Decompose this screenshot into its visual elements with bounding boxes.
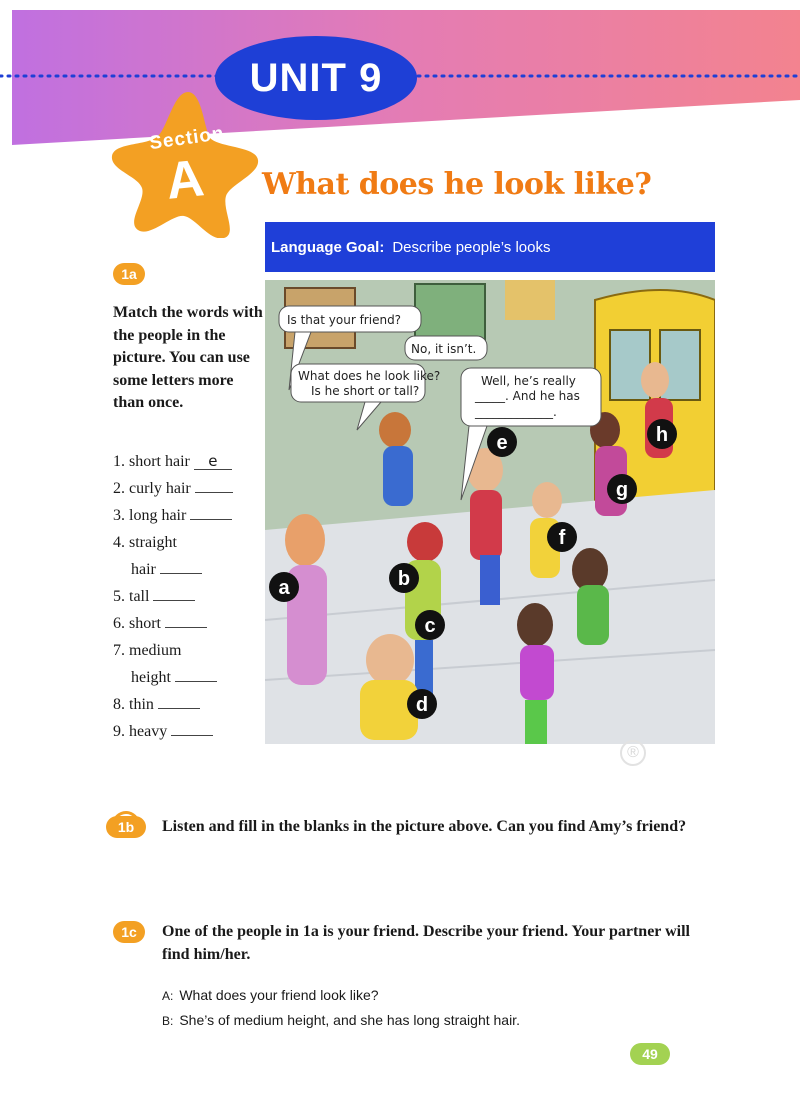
section-letter: A — [163, 149, 207, 211]
activity-1b-label: 1b — [117, 819, 135, 835]
activity-1a-instructions: Match the words with the people in the picture. You can use some letters more than once. — [113, 304, 263, 411]
section-star — [110, 88, 260, 238]
list-item: 1. short hair e — [113, 448, 253, 475]
bubble-line-4: Is he short or tall? — [311, 384, 420, 398]
answer-blank[interactable] — [160, 556, 202, 574]
list-item-continued: hair — [113, 556, 253, 583]
speaker-label: A: — [162, 989, 174, 1003]
activity-1b-instructions: Listen and fill in the blanks in the picture above. Can you find Amy’s friend? — [162, 818, 687, 835]
person-label-g — [607, 474, 637, 504]
street-scene-illustration — [265, 280, 715, 744]
answer-blank[interactable] — [158, 691, 200, 709]
unit-title: UNIT 9 — [249, 55, 383, 100]
list-item: 8. thin — [113, 691, 253, 718]
person-label-d — [407, 689, 437, 719]
answer-blank[interactable] — [195, 475, 233, 493]
registered-mark-icon: ® — [620, 740, 646, 766]
language-goal-bar — [265, 222, 715, 272]
language-goal-text: Describe people’s looks — [392, 238, 551, 256]
list-item: 2. curly hair — [113, 475, 253, 502]
headphones-icon — [112, 811, 140, 825]
list-item: 3. long hair — [113, 502, 253, 529]
speech-bubble-2 — [405, 336, 487, 360]
svg-text:d: d — [415, 694, 429, 716]
bubble-line-3: What does he look like? — [298, 369, 441, 383]
svg-text:g: g — [615, 479, 629, 501]
bubble-line-7: _____________. — [475, 405, 557, 419]
bubble-line-6: _____. And he has — [475, 389, 580, 403]
person-label-b — [389, 563, 419, 593]
activity-1a-badge: 1a — [113, 263, 145, 285]
bubble-line-1: Is that your friend? — [287, 313, 402, 327]
person-label-a — [269, 572, 299, 602]
list-item: 5. tall — [113, 583, 253, 610]
activity-1c-badge: 1c — [113, 921, 145, 943]
svg-text:f: f — [558, 527, 566, 549]
activity-1c-instructions: One of the people in 1a is your friend. Describe your friend. Your partner will find him/her. — [162, 923, 690, 963]
dialogue-line: B: She’s of medium height, and she has long straight hair. — [162, 1012, 520, 1028]
list-item: 6. short — [113, 610, 253, 637]
list-item-continued: height — [113, 664, 253, 691]
person-label-c — [415, 610, 445, 640]
word-list — [113, 448, 253, 745]
svg-text:e: e — [496, 432, 508, 454]
answer-blank[interactable] — [153, 583, 195, 601]
list-item: 4. straight — [113, 534, 177, 551]
dialogue — [162, 983, 520, 1033]
person-label-e — [487, 427, 517, 457]
page-title: What does he look like? — [262, 167, 652, 202]
bubble-line-5: Well, he’s really — [481, 374, 576, 388]
answer-blank[interactable] — [175, 664, 217, 682]
dialogue-line: A: What does your friend look like? — [162, 987, 379, 1003]
activity-1b-badge — [106, 816, 146, 838]
list-item: 9. heavy — [113, 718, 253, 745]
person-label-f — [547, 522, 577, 552]
page-number: 49 — [630, 1043, 670, 1065]
answer-blank[interactable]: e — [194, 452, 232, 470]
svg-text:c: c — [424, 615, 436, 637]
speaker-label: B: — [162, 1014, 174, 1028]
svg-text:h: h — [655, 424, 669, 446]
language-goal-label: Language Goal: — [271, 238, 385, 256]
answer-blank[interactable] — [190, 502, 232, 520]
answer-blank[interactable] — [171, 718, 213, 736]
svg-text:a: a — [278, 577, 290, 599]
section-word: Section — [148, 122, 226, 155]
answer-blank[interactable] — [165, 610, 207, 628]
person-label-h — [647, 419, 677, 449]
list-item: 7. medium — [113, 642, 182, 659]
bubble-line-2: No, it isn’t. — [411, 342, 477, 356]
svg-text:b: b — [397, 568, 411, 590]
